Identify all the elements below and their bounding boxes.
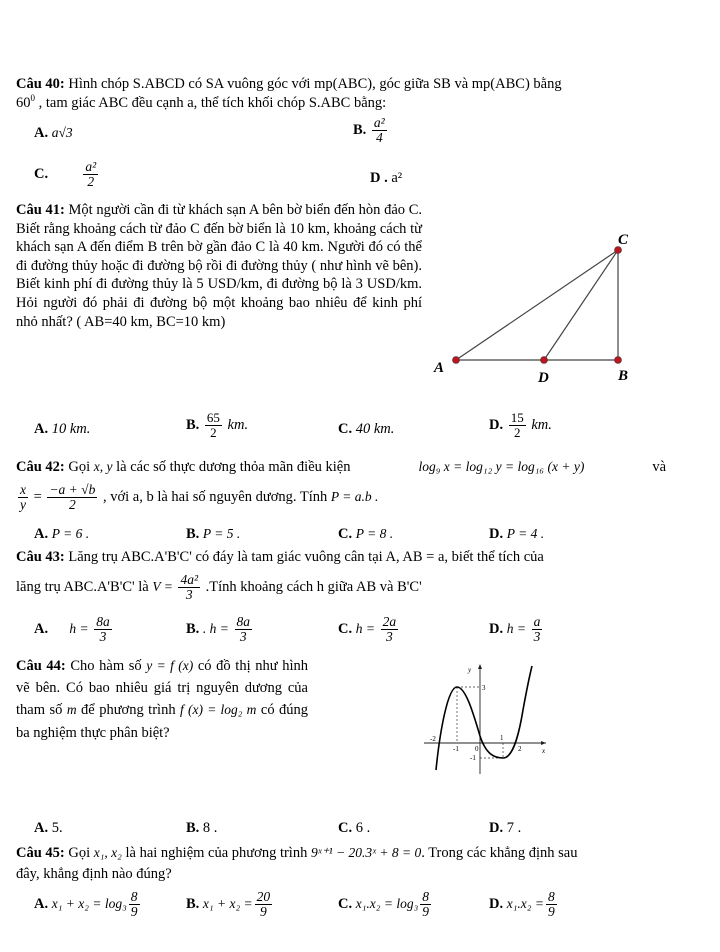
q44-y-arrow: [478, 664, 482, 669]
q40-option-a[interactable]: [34, 125, 73, 142]
q42-label: Câu 42:: [16, 459, 65, 475]
q43-option-c-label: C.: [338, 620, 353, 637]
q44-option-c-label: C.: [338, 820, 353, 836]
q40-option-d[interactable]: [370, 170, 402, 187]
q43-option-b-h: . h =: [202, 620, 229, 636]
q41-label: Câu 41:: [16, 202, 65, 218]
q43-option-b-label: B.: [186, 620, 200, 637]
q40-option-a-label: A.: [34, 125, 49, 141]
q44-text-b: có đồ thị như hình vẽ bên. Có bao nhiêu giá trị nguyên dương của tham số: [16, 658, 309, 719]
q45-line1: [16, 845, 577, 862]
q44-tick-x0: 0: [475, 745, 479, 753]
q40-option-b-den: 4: [375, 130, 383, 145]
q45-option-b-num: 20: [256, 889, 271, 904]
q42-text-d: , với a, b là hai số nguyên dương. Tính: [102, 488, 328, 505]
q42-option-d-label: D.: [489, 526, 504, 542]
q41-label-d: D: [538, 370, 549, 386]
q45-option-d-label: D.: [489, 895, 504, 912]
q45-text-c: . Trong các khẳng định sau: [421, 845, 578, 861]
q44-label-x: x: [542, 747, 546, 755]
q43-option-d-h: h =: [506, 620, 526, 636]
q44-function: y = f (x): [146, 658, 194, 673]
q45-label: Câu 45:: [16, 845, 65, 861]
q44-option-a[interactable]: [34, 820, 63, 837]
q42-option-b-text: P = 5 .: [202, 526, 241, 541]
q44-tick-ym1: -1: [470, 754, 476, 762]
q43-option-d[interactable]: [489, 615, 544, 644]
q41-option-a-text: 10 km.: [51, 421, 91, 437]
q41-option-d-num: 15: [510, 410, 524, 425]
q44-tick-xm2: -2: [430, 735, 436, 743]
q40-text-1: Hình chóp S.ABCD có SA vuông góc với mp(ABC), góc giữa SB và mp(ABC) bằng: [68, 76, 562, 92]
q44-option-b-label: B.: [186, 820, 200, 836]
q43-volume-num: 4a²: [180, 572, 199, 587]
q43-volume-den: 3: [185, 587, 193, 602]
q45-roots: x₁, x₂: [93, 845, 122, 860]
q41-option-b-den: 2: [210, 425, 217, 440]
q43-option-b-num: 8a: [236, 614, 251, 629]
q45-text-b: là hai nghiệm của phương trình: [125, 845, 308, 861]
q44-option-b[interactable]: [186, 820, 217, 837]
q42-lhs-den: y: [20, 497, 26, 512]
q43-option-c-h: h =: [355, 620, 375, 636]
q41-option-b[interactable]: [186, 411, 248, 440]
q43-text-2a: lăng trụ ABC.A'B'C' là: [16, 578, 149, 595]
q44-text-c: để phương trình: [81, 702, 176, 719]
q41-option-c-text: 40 km.: [355, 421, 395, 437]
q43-option-a[interactable]: [34, 615, 114, 644]
q40-option-a-text: a√3: [51, 125, 73, 140]
q42-vars: x, y: [93, 459, 113, 474]
q45-option-b[interactable]: [186, 890, 274, 919]
q44-option-c-text: 6 .: [355, 820, 371, 836]
q43-option-a-num: 8a: [96, 614, 110, 629]
q40-option-d-text: a²: [391, 170, 403, 186]
q43-line1: [16, 549, 544, 566]
q42-rhs-num: −a + √b: [49, 482, 96, 497]
q40-option-b-label: B.: [353, 121, 367, 138]
q44-option-b-text: 8 .: [202, 820, 218, 836]
q42-line2: $\frac{x}{y}$ = $\frac{-a + √b}{2}$ , với a, b là hai số nguyên dương. Tính P = a.b .: [20, 482, 379, 512]
q42-option-a[interactable]: [34, 526, 89, 543]
q45-option-a-den: 9: [130, 904, 138, 919]
q44-option-d-text: 7 .: [506, 820, 522, 836]
q45-option-b-label: B.: [186, 895, 200, 912]
q43-line2: [16, 573, 422, 602]
q40-option-c-den: 2: [87, 174, 95, 189]
q43-volume-label: V =: [152, 578, 173, 594]
q41-line-ac: [456, 250, 618, 360]
q44-param: m: [66, 702, 77, 718]
q41-option-c-label: C.: [338, 421, 353, 437]
q40-line2: [16, 95, 386, 112]
q44-tick-x2: 2: [518, 745, 522, 753]
q42-option-c-label: C.: [338, 526, 353, 542]
q41-option-c[interactable]: [338, 421, 394, 438]
q44-tick-xm1: -1: [453, 745, 459, 753]
q43-label: Câu 43:: [16, 549, 65, 565]
q44-text-d: có đúng ba nghiệm thực phân biệt?: [16, 702, 309, 741]
q41-point-d: [541, 357, 548, 364]
q41-option-b-label: B.: [186, 416, 200, 433]
q45-option-a-text: x₁ + x₂ = log₃: [51, 895, 127, 911]
q45-option-c-text: x₁.x₂ = log₃: [355, 895, 419, 911]
q45-text-2: đây, khẳng định nào đúng?: [16, 866, 172, 882]
q45-option-a-label: A.: [34, 895, 49, 912]
q44-option-d-label: D.: [489, 820, 504, 836]
q41-option-b-num: 65: [206, 410, 220, 425]
q43-text-1: Lăng trụ ABC.A'B'C' có đáy là tam giác vuông cân tại A, AB = a, biết thể tích của: [68, 549, 544, 565]
q45-equation: 9ˣ⁺¹ − 20.3ˣ + 8 = 0: [310, 845, 422, 860]
q41-label-c: C: [618, 232, 629, 248]
q45-option-d-num: 8: [547, 889, 555, 904]
q45-option-d-den: 9: [547, 904, 555, 919]
q41-option-a[interactable]: [34, 421, 90, 438]
q45-text-a: Gọi: [68, 845, 91, 861]
q42-rhs-den: 2: [69, 497, 76, 512]
q42-lhs-num: x: [20, 482, 26, 497]
q40-angle-sup: 0: [30, 93, 35, 104]
q42-equation: log₉ x = log₁₂ y = log₁₆ (x + y): [418, 459, 585, 474]
q42-option-d-text: P = 4 .: [506, 526, 545, 541]
q44-text-a: Cho hàm số: [70, 658, 142, 674]
q45-option-b-text: x₁ + x₂ =: [202, 895, 253, 911]
q42-option-d[interactable]: [489, 526, 544, 543]
q41-paragraph: [16, 201, 422, 331]
q40-option-c[interactable]: [34, 160, 100, 189]
q43-option-a-den: 3: [99, 629, 107, 644]
q41-line-dc: [544, 250, 618, 360]
q45-option-a-num: 8: [130, 889, 138, 904]
q40-text-2: , tam giác ABC đều cạnh a, thể tích khối chóp S.ABC bằng:: [38, 95, 387, 111]
q43-option-c-num: 2a: [382, 614, 397, 629]
q42-option-b-label: B.: [186, 526, 200, 542]
q41-option-d-den: 2: [513, 425, 521, 440]
q44-option-c[interactable]: [338, 820, 370, 837]
q40-line1: [16, 76, 562, 93]
q43-option-d-num: a: [533, 614, 541, 629]
q43-option-a-label: A.: [34, 620, 49, 637]
q44-equation: f (x) = log₂ m: [180, 702, 257, 718]
q43-option-d-label: D.: [489, 620, 504, 637]
q43-option-b-den: 3: [239, 629, 247, 644]
q40-angle: 60: [16, 95, 31, 111]
q41-point-b: [615, 357, 622, 364]
q44-option-a-text: 5.: [51, 820, 63, 836]
q44-option-d[interactable]: [489, 820, 521, 837]
q40-option-d-label: D .: [370, 170, 388, 186]
q45-option-b-den: 9: [260, 904, 267, 919]
q45-option-d[interactable]: [489, 890, 559, 919]
q43-option-c[interactable]: [338, 615, 400, 644]
q44-tick-x1: 1: [500, 734, 504, 742]
q45-option-c-label: C.: [338, 895, 353, 912]
q41-option-d[interactable]: [489, 411, 552, 440]
q45-option-a[interactable]: [34, 890, 142, 919]
q42-text-b: là các số thực dương thỏa mãn điều kiện: [116, 459, 351, 475]
q40-option-b-num: a²: [373, 115, 385, 130]
q41-option-a-label: A.: [34, 421, 49, 437]
q42-option-a-label: A.: [34, 526, 49, 542]
q44-option-a-label: A.: [34, 820, 49, 836]
q41-option-d-unit: km.: [531, 416, 552, 433]
q45-option-c[interactable]: [338, 890, 433, 919]
q43-option-c-den: 3: [385, 629, 393, 644]
q44-paragraph: [16, 655, 308, 744]
q42-option-b[interactable]: [186, 526, 240, 543]
q45-option-c-num: 8: [422, 889, 430, 904]
q40-option-c-label: C.: [34, 165, 49, 182]
q43-option-d-den: 3: [533, 629, 541, 644]
q44-x-arrow: [541, 741, 546, 745]
q42-option-c-text: P = 8 .: [355, 526, 394, 541]
q44-label: Câu 44:: [16, 658, 66, 674]
q41-figure: [426, 228, 666, 388]
q42-option-a-text: P = 6 .: [51, 526, 90, 541]
q44-tick-y3: 3: [482, 684, 486, 692]
q42-line1: [16, 459, 666, 476]
q44-curve: [436, 666, 532, 770]
q44-graph: [420, 660, 550, 776]
q41-point-a: [453, 357, 460, 364]
q44-label-y: y: [468, 666, 472, 674]
q45-option-c-den: 9: [422, 904, 430, 919]
q42-text-a: Gọi: [68, 459, 91, 475]
q41-option-b-unit: km.: [227, 416, 249, 433]
q43-option-a-h: h =: [69, 620, 89, 636]
q41-option-d-label: D.: [489, 416, 504, 433]
q40-option-b[interactable]: [353, 116, 389, 145]
q41-label-a: A: [434, 360, 445, 376]
q42-text-c: và: [652, 459, 666, 475]
q40-label: Câu 40:: [16, 76, 65, 92]
q43-option-b[interactable]: [186, 615, 254, 644]
q45-line2: [16, 866, 172, 883]
q41-label-b: B: [618, 368, 629, 384]
q41-text: Một người cần đi từ khách sạn A bên bờ biển đến hòn đảo C. Biết rằng khoảng cách từ đảo C đến bờ biển là 10 km, khoảng cách từ khách sạn A đến điểm B trên bờ gần đảo C là 40 km. Người đó có thể đi đường thủy hoặc đi đường bộ rồi đi đường thủy ( như hình vẽ bên). Biết kinh phí đi đường thủy là 5 USD/km, đi đường bộ là 3 USD/km. Hỏi người đó phải đi đường bộ một khoảng bao nhiêu để kinh phí nhỏ nhất? ( AB=40 km, BC=10 km): [16, 202, 423, 330]
q40-option-c-num: a²: [85, 159, 97, 174]
q42-option-c[interactable]: [338, 526, 393, 543]
q43-text-2b: .Tính khoảng cách h giữa AB và B'C': [205, 578, 422, 595]
q45-option-d-text: x₁.x₂ =: [506, 895, 544, 911]
q42-product: P = a.b .: [330, 488, 379, 504]
